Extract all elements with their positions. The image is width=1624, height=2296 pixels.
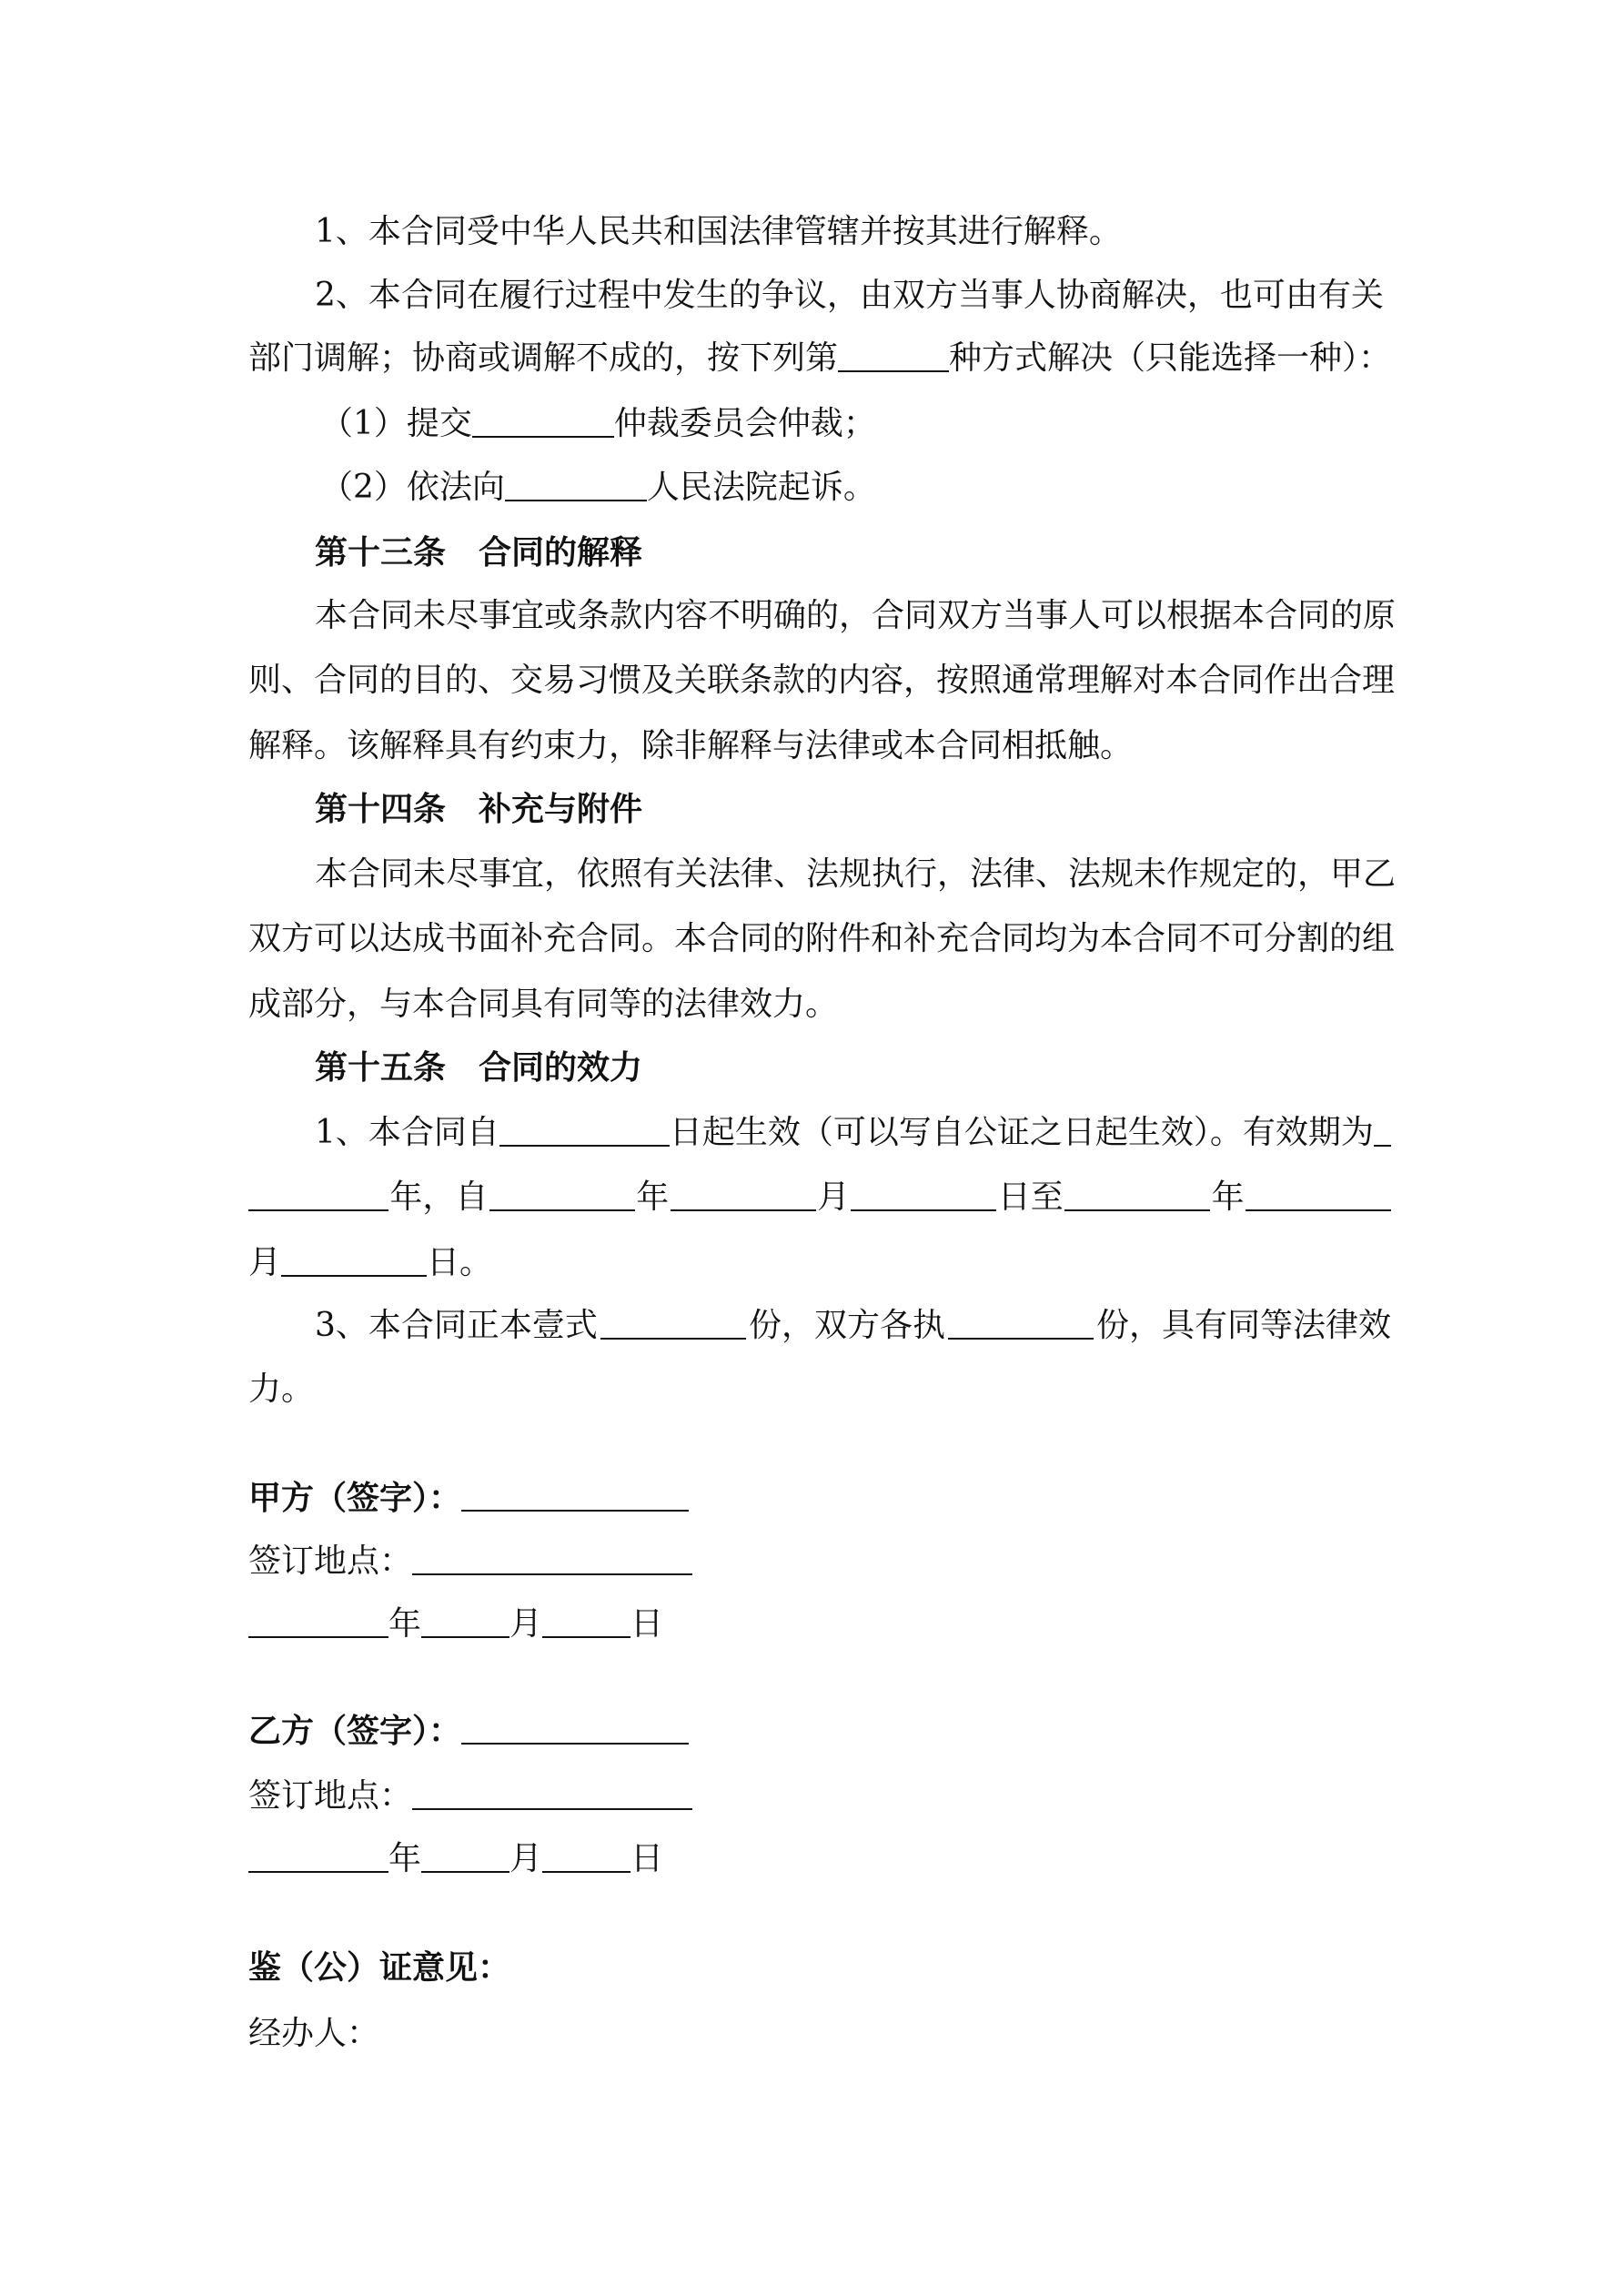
label: 乙方（签字）： <box>248 1712 462 1750</box>
clause14-line1 <box>315 854 1397 895</box>
party-a-place <box>248 1541 692 1583</box>
text: （2）依法向 <box>320 469 505 506</box>
clause13-line2 <box>248 660 1396 702</box>
copies-total-blank[interactable] <box>600 1305 746 1340</box>
text: 日至 <box>997 1178 1064 1216</box>
text: 3、本合同正本壹式 <box>315 1307 598 1344</box>
clause14-line3: 成部分，与本合同具有同等的法律效力。 <box>248 986 839 1023</box>
text: 月 <box>816 1178 850 1216</box>
option1 <box>320 403 876 445</box>
month-blank[interactable] <box>421 1838 509 1873</box>
party-b-place <box>248 1775 692 1817</box>
clause15-item3-line1 <box>315 1305 1391 1347</box>
text: 月 <box>509 1840 543 1877</box>
clause-number: 第十四条 <box>315 790 447 828</box>
party-b-date <box>248 1838 663 1880</box>
clause12-item1: 1、本合同受中华人民共和国法律管辖并按其进行解释。 <box>315 213 1122 250</box>
text: 2、本合同在履行过程中发生的争议，由双方当事人协商解决，也可由有关 <box>315 277 1384 314</box>
end-month-blank[interactable] <box>1246 1177 1391 1211</box>
validity-blank-start[interactable] <box>1374 1112 1391 1147</box>
text: 日起生效（可以写自公证之日起生效）。有效期为 <box>669 1114 1374 1151</box>
clause-number: 第十三条 <box>315 533 447 571</box>
effective-date-blank[interactable] <box>499 1112 670 1147</box>
label: 签订地点： <box>248 1542 413 1580</box>
notary-opinion-label: 鉴（公）证意见： <box>248 1948 511 1987</box>
day-blank[interactable] <box>542 1838 630 1873</box>
text: 日 <box>630 1840 664 1877</box>
option2 <box>320 467 876 509</box>
clause14-line2 <box>248 918 1396 960</box>
text: （1）提交 <box>320 405 472 442</box>
text: 月 <box>509 1605 543 1643</box>
method-blank[interactable] <box>838 338 949 372</box>
start-day-blank[interactable] <box>851 1177 996 1211</box>
text: 日。 <box>427 1244 493 1281</box>
text: 部门调解；协商或调解不成的，按下列第 <box>248 339 839 377</box>
year-blank[interactable] <box>248 1603 388 1638</box>
clause15-item1-line2 <box>248 1177 1391 1219</box>
text: 年 <box>636 1178 670 1216</box>
start-year-blank[interactable] <box>489 1177 635 1211</box>
text: 人民法院起诉。 <box>646 469 876 506</box>
clause-number: 第十五条 <box>315 1048 447 1087</box>
party-a-signature-blank[interactable] <box>461 1477 689 1512</box>
label: 甲方（签字）： <box>248 1479 462 1517</box>
text: 本合同未尽事宜，依照有关法律、法规执行，法律、法规未作规定的，甲乙 <box>315 855 1397 893</box>
text: 份，双方各执 <box>748 1307 945 1344</box>
party-a-date <box>248 1603 663 1645</box>
label: 签订地点： <box>248 1777 413 1815</box>
text: 日 <box>630 1605 664 1643</box>
party-a-place-blank[interactable] <box>412 1541 692 1575</box>
text: 仲裁委员会仲裁； <box>613 405 876 442</box>
clause12-item2-line2 <box>248 338 1391 379</box>
text: 年，自 <box>389 1178 489 1216</box>
handler-label: 经办人： <box>248 2015 380 2052</box>
text: 年 <box>1211 1178 1245 1216</box>
party-b-signature <box>248 1710 689 1752</box>
party-b-place-blank[interactable] <box>412 1775 692 1810</box>
court-blank[interactable] <box>505 467 647 501</box>
start-month-blank[interactable] <box>671 1177 816 1211</box>
text: 本合同未尽事宜或条款内容不明确的，合同双方当事人可以根据本合同的原 <box>315 597 1397 634</box>
text: 双方可以达成书面补充合同。本合同的附件和补充合同均为本合同不可分割的组 <box>248 920 1396 957</box>
arbitration-blank[interactable] <box>472 403 614 438</box>
party-a-signature <box>248 1477 689 1519</box>
text: 月 <box>248 1244 282 1281</box>
validity-years-blank[interactable] <box>248 1177 388 1211</box>
year-blank[interactable] <box>248 1838 388 1873</box>
day-blank[interactable] <box>542 1603 630 1638</box>
clause13-line3: 解释。该解释具有约束力，除非解释与法律或本合同相抵触。 <box>248 727 1134 764</box>
clause15-item1-line3 <box>248 1242 492 1284</box>
clause14-heading <box>315 788 642 830</box>
clause-title: 合同的解释 <box>479 533 643 571</box>
month-blank[interactable] <box>421 1603 509 1638</box>
text: 年 <box>388 1840 422 1877</box>
clause13-heading <box>315 531 642 573</box>
clause15-heading <box>315 1047 642 1088</box>
clause15-item3-line2: 力。 <box>248 1371 315 1408</box>
copies-each-blank[interactable] <box>948 1305 1094 1340</box>
text: 1、本合同自 <box>315 1114 499 1151</box>
clause12-item2-line1 <box>315 275 1391 317</box>
clause15-item1-line1 <box>315 1112 1391 1154</box>
text: 年 <box>388 1605 422 1643</box>
clause-title: 补充与附件 <box>479 790 643 828</box>
clause-title: 合同的效力 <box>479 1048 643 1087</box>
clause13-line1 <box>315 595 1397 637</box>
text: 则、合同的目的、交易习惯及关联条款的内容，按照通常理解对本合同作出合理 <box>248 662 1396 699</box>
text: 份，具有同等法律效 <box>1095 1307 1391 1344</box>
party-b-signature-blank[interactable] <box>461 1710 689 1745</box>
end-day-blank[interactable] <box>281 1242 427 1277</box>
text: 种方式解决（只能选择一种）： <box>948 339 1391 377</box>
end-year-blank[interactable] <box>1064 1177 1210 1211</box>
